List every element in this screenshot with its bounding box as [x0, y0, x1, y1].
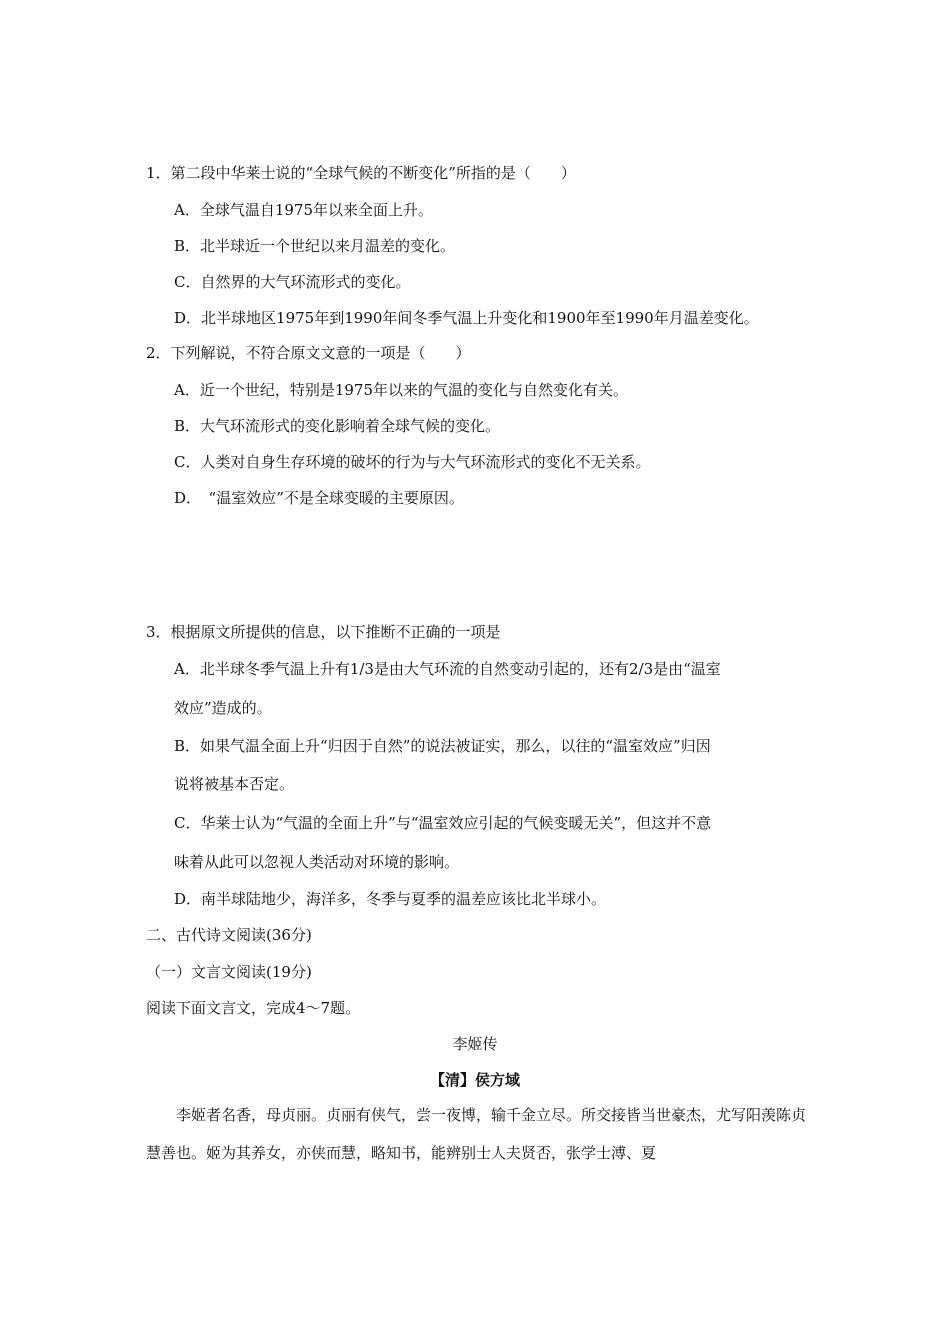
question-3-option-a-line1: A．北半球冬季气温上升有1/3是由大气环流的自然变动引起的，还有2/3是由“温室 [174, 660, 721, 678]
question-1-stem: 1．第二段中华莱士说的“全球气候的不断变化”所指的是（ ） [146, 164, 576, 182]
question-1-option-c: C．自然界的大气环流形式的变化。 [174, 273, 411, 291]
question-3-option-b-line2: 说将被基本否定。 [174, 775, 295, 793]
question-1-option-d: D．北半球地区1975年到1990年间冬季气温上升变化和1900年至1990年月温差变化。 [174, 309, 759, 327]
question-3-option-b-line1: B．如果气温全面上升“归因于自然”的说法被证实，那么，以往的“温室效应”归因 [174, 737, 711, 755]
question-3-option-c-line1: C．华莱士认为“气温的全面上升”与“温室效应引起的气候变暖无关”，但这并不意 [174, 814, 712, 832]
question-1-option-a: A．全球气温自1975年以来全面上升。 [174, 201, 434, 219]
question-3-option-a-line2: 效应”造成的。 [174, 699, 272, 717]
reading-instruction: 阅读下面文言文，完成4～7题。 [146, 999, 361, 1017]
subsection-heading: （一）文言文阅读(19分) [146, 963, 312, 981]
article-title: 李姬传 [452, 1035, 498, 1053]
question-1-option-b: B．北半球近一个世纪以来月温差的变化。 [174, 237, 456, 255]
question-2-option-d: D． “温室效应”不是全球变暖的主要原因。 [174, 489, 464, 507]
question-2-option-a: A．近一个世纪，特别是1975年以来的气温的变化与自然变化有关。 [174, 381, 629, 399]
question-2-option-b: B．大气环流形式的变化影响着全球气候的变化。 [174, 417, 501, 435]
article-author: 【清】侯方域 [429, 1071, 520, 1089]
question-3-stem: 3．根据原文所提供的信息，以下推断不正确的一项是 [146, 623, 501, 641]
question-3-option-d: D．南半球陆地少，海洋多，冬季与夏季的温差应该比北半球小。 [174, 890, 607, 908]
section-heading: 二、古代诗文阅读(36分) [146, 926, 312, 944]
question-2-stem: 2．下列解说，不符合原文文意的一项是（ ） [146, 344, 471, 362]
question-3-option-c-line2: 味着从此可以忽视人类活动对环境的影响。 [174, 853, 460, 871]
article-body: 李姬者名香，母贞丽。贞丽有侠气，尝一夜博，输千金立尽。所交接皆当世豪杰，尤写阳羡陈贞慧善也。姬为其养女，亦侠而慧，略知书，能辨别士人夫贤否，张学士溥、夏 [146, 1106, 807, 1162]
question-2-option-c: C．人类对自身生存环境的破坏的行为与大气环流形式的变化不无关系。 [174, 453, 651, 471]
